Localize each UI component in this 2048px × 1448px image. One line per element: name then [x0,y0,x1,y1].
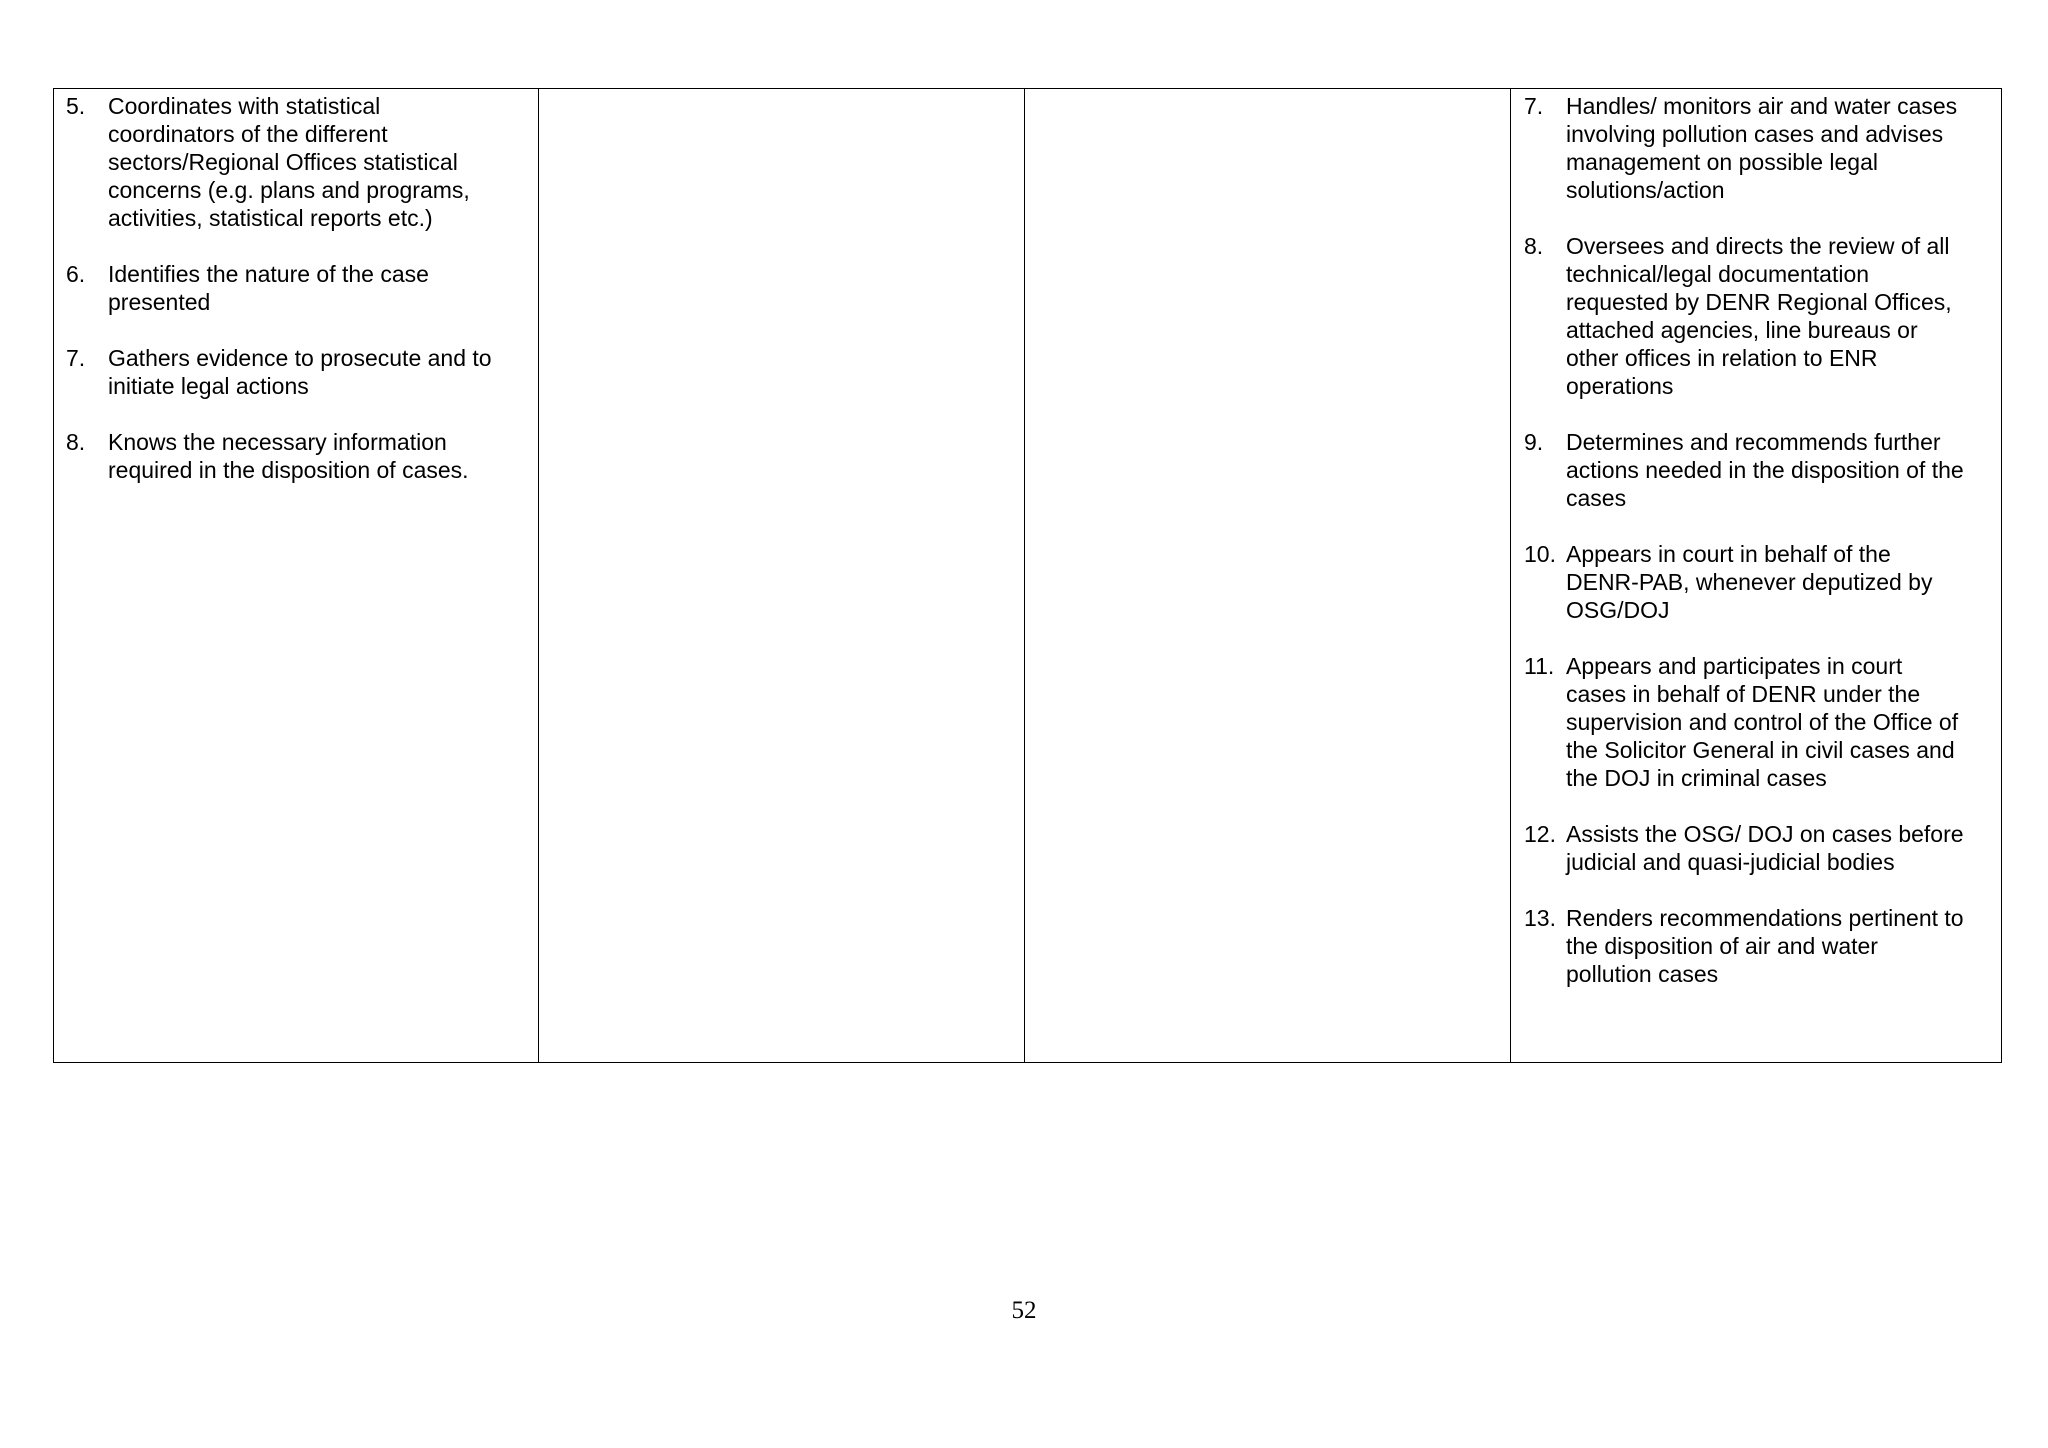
list-item-line: Determines and recommends further [1566,429,1941,455]
page-number: 52 [1011,1297,1037,1324]
list-item-line: cases [1566,485,1627,511]
list-item-text [108,260,528,316]
list-item-line: Knows the necessary information [108,429,447,455]
list-item-line: actions needed in the disposition of the [1566,457,1964,483]
col1-item-list [54,89,538,484]
list-item-number: 7. [1524,93,1544,119]
list-item-line: solutions/action [1566,177,1725,203]
list-item [66,92,528,232]
list-item-line: Appears in court in behalf of the [1566,541,1891,567]
list-item-line: pollution cases [1566,961,1719,987]
list-item-text [1566,820,1991,876]
list-item-number: 9. [1524,429,1544,455]
table-cell-col4 [1511,89,2002,1063]
list-item-text [1566,232,1991,400]
list-item-line: the DOJ in criminal cases [1566,765,1827,791]
list-item-number: 7. [66,345,86,371]
list-item [1524,92,1991,204]
list-item-text [108,428,528,484]
list-item-number: 11. [1524,653,1555,679]
list-item-text [108,92,528,232]
list-item-line: required in the disposition of cases. [108,457,469,483]
list-item-line: initiate legal actions [108,373,309,399]
table-cell-col2 [539,89,1025,1063]
list-item-line: cases in behalf of DENR under the [1566,681,1921,707]
list-item-line: Appears and participates in court [1566,653,1903,679]
list-item-line: judicial and quasi-judicial bodies [1566,849,1895,875]
list-item-line: technical/legal documentation [1566,261,1870,287]
list-item-line: requested by DENR Regional Offices, [1566,289,1952,315]
list-item [66,260,528,316]
list-item-line: presented [108,289,211,315]
list-item [1524,652,1991,792]
list-item [66,344,528,400]
list-item-line: activities, statistical reports etc.) [108,205,433,231]
list-item-text [1566,904,1991,988]
list-item-line: Coordinates with statistical [108,93,381,119]
list-item-number: 13. [1524,905,1556,931]
list-item-text [1566,92,1991,204]
list-item-line: Handles/ monitors air and water cases [1566,93,1958,119]
list-item [1524,428,1991,512]
table-cell-col1 [54,89,539,1063]
list-item-number: 5. [66,93,86,119]
list-item-line: sectors/Regional Offices statistical [108,149,458,175]
list-item-line: Gathers evidence to prosecute and to [108,345,492,371]
list-item-line: coordinators of the different [108,121,388,147]
list-item-text [1566,652,1991,792]
table-row [54,89,2002,1063]
list-item-line: Identifies the nature of the case [108,261,429,287]
document-table [53,88,2002,1063]
list-item-line: concerns (e.g. plans and programs, [108,177,470,203]
list-item [1524,540,1991,624]
list-item-line: Oversees and directs the review of all [1566,233,1950,259]
list-item-line: the disposition of air and water [1566,933,1878,959]
list-item-number: 8. [1524,233,1544,259]
list-item-line: supervision and control of the Office of [1566,709,1959,735]
list-item-text [1566,428,1991,512]
list-item-number: 6. [66,261,86,287]
list-item-line: Renders recommendations pertinent to [1566,905,1964,931]
list-item-line: involving pollution cases and advises [1566,121,1944,147]
list-item-line: operations [1566,373,1674,399]
list-item [1524,820,1991,876]
list-item-line: Assists the OSG/ DOJ on cases before [1566,821,1964,847]
table-cell-col3 [1025,89,1511,1063]
list-item [1524,232,1991,400]
list-item-line: DENR-PAB, whenever deputized by [1566,569,1933,595]
list-item-line: other offices in relation to ENR [1566,345,1878,371]
list-item-line: attached agencies, line bureaus or [1566,317,1918,343]
list-item-line: OSG/DOJ [1566,597,1670,623]
list-item-number: 10. [1524,541,1556,567]
list-item-number: 12. [1524,821,1556,847]
list-item [66,428,528,484]
list-item-line: management on possible legal [1566,149,1878,175]
list-item-line: the Solicitor General in civil cases and [1566,737,1955,763]
col4-item-list [1511,89,2001,988]
list-item-text [1566,540,1991,624]
list-item-text [108,344,528,400]
list-item-number: 8. [66,429,86,455]
list-item [1524,904,1991,988]
